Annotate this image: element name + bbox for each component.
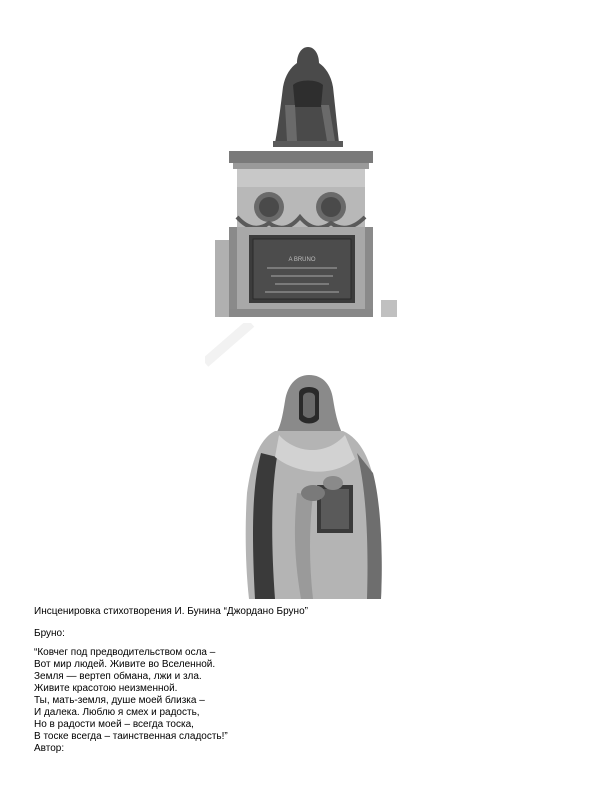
statue-top	[273, 47, 343, 147]
poem-line: Ты, мать-земля, душе моей близка –	[34, 695, 205, 706]
monument-photo	[215, 45, 397, 317]
speaker-label-author: Автор:	[34, 743, 65, 754]
monument-illustration	[215, 45, 397, 317]
poem-line: Вот мир людей. Живите во Вселенной.	[34, 659, 216, 670]
hooded-statue-illustration	[205, 323, 407, 599]
poem-line: Но в радости моей – всегда тоска,	[34, 719, 194, 730]
poem-line: Живите красотою неизменной.	[34, 683, 178, 694]
plaque-line: A BRUNO	[288, 257, 316, 263]
poem-line: “Ковчег под предводительством осла –	[34, 647, 216, 658]
document-title: Инсценировка стихотворения И. Бунина “Джордано Бруно”	[34, 606, 308, 617]
poem-line: В тоске всегда – таинственная сладость!”	[34, 731, 228, 742]
speaker-label-bruno: Бруно:	[34, 628, 65, 639]
poem-stanza	[34, 647, 228, 743]
poem-line: Земля — вертеп обмана, лжи и зла.	[34, 671, 202, 682]
poem-line: И далека. Люблю я смех и радость,	[34, 707, 200, 718]
statue-photo	[205, 323, 407, 599]
